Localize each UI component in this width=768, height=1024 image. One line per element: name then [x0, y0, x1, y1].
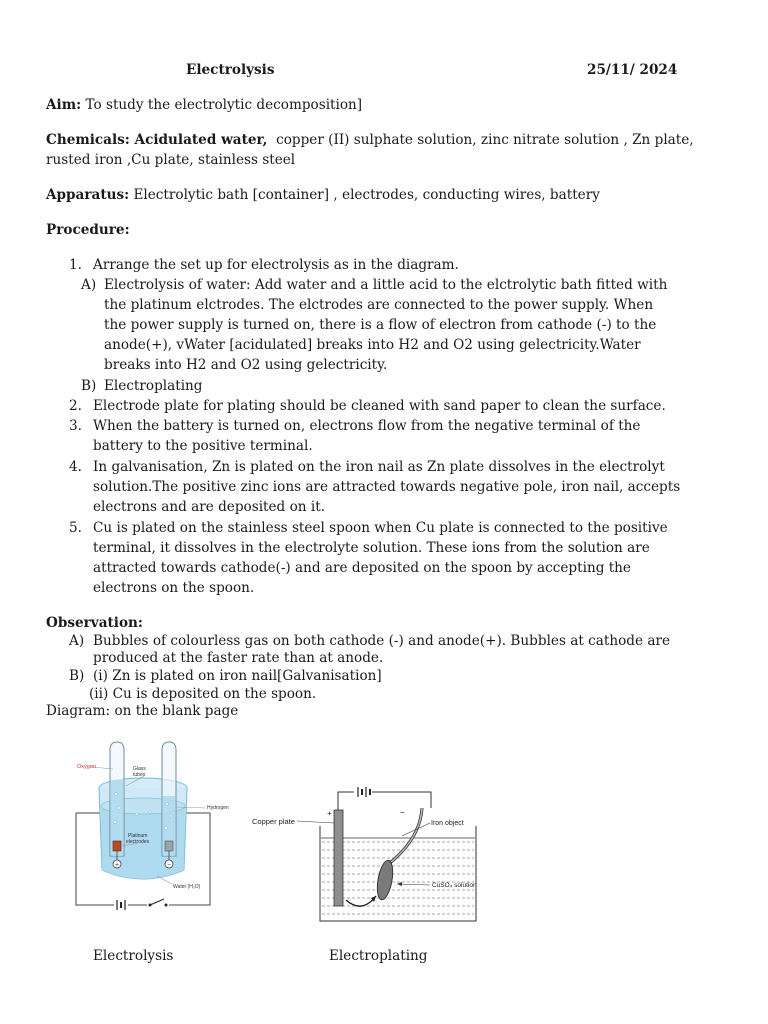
chemicals-text-2: rusted iron ,Cu plate, stainless steel — [46, 152, 296, 168]
platinum-electrodes-label: Platinum — [128, 833, 148, 839]
apparatus-section — [46, 187, 600, 203]
step-1-text: Arrange the set up for electrolysis as in the diagram. — [93, 257, 459, 273]
step-2-number: 2. — [69, 398, 82, 414]
observation-a-line: Bubbles of colourless gas on both cathode (-) and anode(+). Bubbles at cathode are — [93, 633, 670, 649]
plating-minus-label: − — [400, 808, 405, 817]
sub-a-line: the platinum elctrodes. The elctrodes are connected to the power supply. When — [104, 297, 654, 313]
step-5-line: electrons on the spoon. — [93, 580, 255, 596]
apparatus-text: Electrolytic bath [container] , electrodes, conducting wires, battery — [129, 187, 600, 203]
electroplating-caption: Electroplating — [329, 948, 428, 964]
sub-a-line: the power supply is turned on, there is a flow of electron from cathode (-) to the — [104, 317, 657, 333]
iron-object-label: Iron object — [431, 820, 464, 827]
cathode-minus-label: − — [167, 862, 171, 869]
step-5-line: attracted towards cathode(-) and are deposited on the spoon by accepting the — [93, 560, 631, 576]
anode-plus-label: + — [115, 862, 119, 869]
cathode-electrode — [165, 841, 173, 851]
chemicals-label: Chemicals: Acidulated water, — [46, 132, 268, 148]
sub-a-line: Electrolysis of water: Add water and a little acid to the elctrolytic bath fitted with — [104, 277, 668, 293]
diagram-note: Diagram: on the blank page — [46, 703, 239, 719]
sub-a-line: anode(+), vWater [acidulated] breaks into H2 and O2 using gelectricity.Water — [104, 337, 641, 353]
step-2-text: Electrode plate for plating should be cleaned with sand paper to clean the surface. — [93, 398, 666, 414]
aim-text: To study the electrolytic decomposition] — [81, 97, 363, 113]
step-5-line: Cu is plated on the stainless steel spoon when Cu plate is connected to the positive — [93, 520, 668, 536]
step-4-line: In galvanisation, Zn is plated on the iron nail as Zn plate dissolves in the electrolyt — [93, 459, 665, 475]
electrolysis-diagram — [62, 738, 229, 914]
observation-a-line: produced at the faster rate than at anode. — [93, 650, 384, 666]
document-date: 25/11/ 2024 — [587, 62, 678, 78]
document-title: Electrolysis — [186, 62, 275, 78]
electrolysis-caption: Electrolysis — [93, 948, 174, 964]
glass-tubes-label: tubes — [133, 772, 146, 778]
observation-heading: Observation: — [46, 615, 143, 631]
aim-section — [46, 97, 362, 113]
glass-tubes-label: Glass — [133, 766, 146, 772]
chemicals-line-1 — [46, 132, 694, 148]
sub-b-text: Electroplating — [104, 378, 203, 394]
procedure-heading: Procedure: — [46, 222, 130, 238]
observation-b-line-1: (i) Zn is plated on iron nail[Galvanisation] — [93, 668, 382, 684]
sub-a-marker: A) — [81, 277, 97, 293]
step-4-line: solution.The positive zinc ions are attracted towards negative pole, iron nail, accepts — [93, 479, 681, 495]
step-5-number: 5. — [69, 520, 82, 536]
solution-label: CuSO₄ solution — [432, 882, 477, 889]
step-1-number: 1. — [69, 257, 82, 273]
step-3-line: When the battery is turned on, electrons flow from the negative terminal of the — [93, 418, 641, 434]
plating-plus-label: + — [327, 809, 332, 818]
step-5-line: terminal, it dissolves in the electrolyte solution. These ions from the solution are — [93, 540, 650, 556]
water-label: Water (H₂O) — [173, 884, 201, 890]
step-4-line: electrons and are deposited on it. — [93, 499, 325, 515]
chemicals-text-1: copper (II) sulphate solution, zinc nitrate solution , Zn plate, — [276, 132, 694, 148]
aim-label: Aim: — [46, 97, 82, 113]
apparatus-label: Apparatus: — [46, 187, 130, 203]
observation-a-marker: A) — [69, 633, 85, 649]
oxygen-label: Oxygen — [77, 764, 96, 770]
step-3-number: 3. — [69, 418, 82, 434]
anode-electrode — [113, 841, 121, 851]
observation-b-marker: B) — [69, 668, 85, 684]
observation-b-line-2: (ii) Cu is deposited on the spoon. — [89, 686, 317, 702]
copper-plate — [334, 810, 343, 906]
hydrogen-label: Hydrogen — [207, 805, 229, 811]
sub-b-marker: B) — [81, 378, 97, 394]
platinum-electrodes-label: electrodes — [126, 839, 150, 845]
step-3-line: battery to the positive terminal. — [93, 438, 313, 454]
electroplating-diagram — [250, 780, 482, 926]
step-4-number: 4. — [69, 459, 82, 475]
copper-plate-label: Copper plate — [252, 817, 295, 826]
sub-a-line: breaks into H2 and O2 using gelectricity. — [104, 357, 388, 373]
